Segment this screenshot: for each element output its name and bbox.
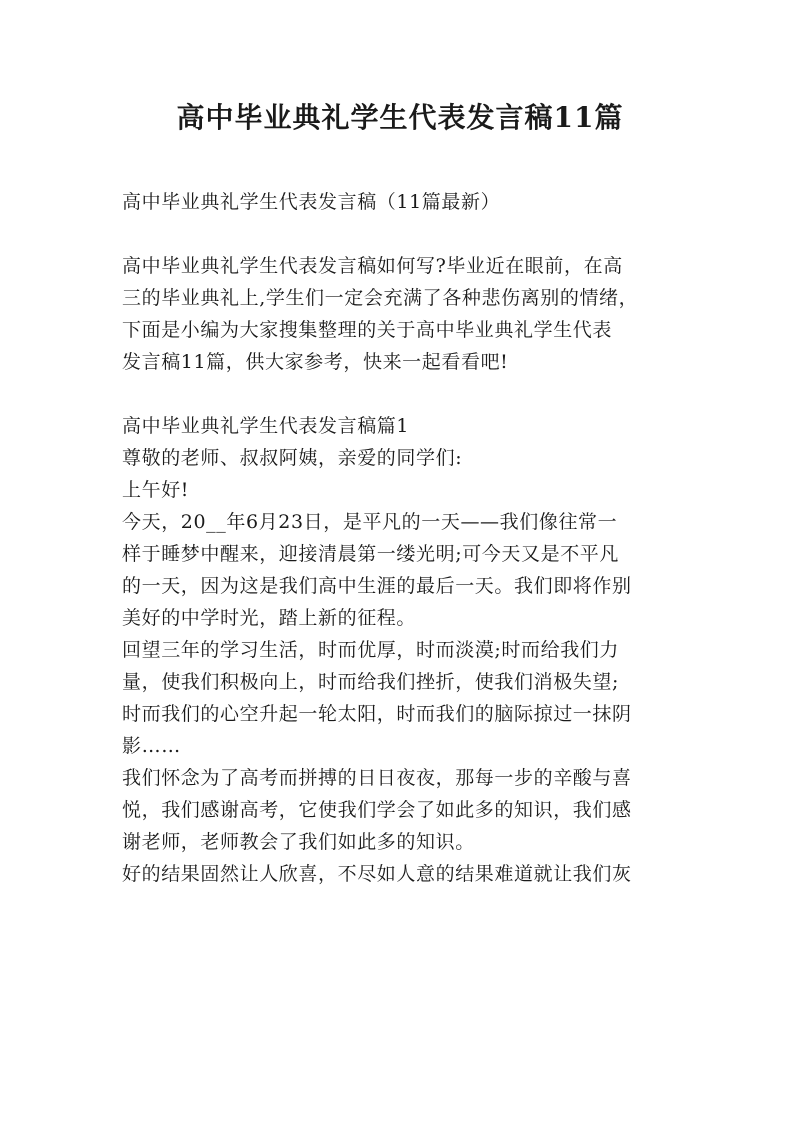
speech-line: 我们怀念为了高考而拼搏的日日夜夜，那每一步的辛酸与喜 (122, 767, 632, 789)
subtitle: 高中毕业典礼学生代表发言稿（11篇最新） (122, 191, 501, 213)
intro-line: 高中毕业典礼学生代表发言稿如何写?毕业近在眼前，在高 (122, 255, 623, 277)
speech-line: 谢老师，老师教会了我们如此多的知识。 (122, 831, 475, 853)
intro-line: 三的毕业典礼上,学生们一定会充满了各种悲伤离别的情绪， (122, 287, 639, 309)
intro-line: 下面是小编为大家搜集整理的关于高中毕业典礼学生代表 (122, 319, 613, 341)
speech-line: 上午好! (122, 479, 190, 501)
speech-line: 悦，我们感谢高考，它使我们学会了如此多的知识，我们感 (122, 799, 632, 821)
speech-line: 好的结果固然让人欣喜，不尽如人意的结果难道就让我们灰 (122, 863, 632, 885)
speech-line: 量，使我们积极向上，时而给我们挫折，使我们消极失望; (122, 671, 620, 693)
speech-line: 今天，20__年6月23日，是平凡的一天——我们像往常一 (122, 511, 618, 533)
speech-line: 样于睡梦中醒来，迎接清晨第一缕光明;可今天又是不平凡 (122, 543, 620, 565)
paragraph-gap (122, 218, 682, 250)
document-body (122, 186, 682, 890)
speech-line: 美好的中学时光，踏上新的征程。 (122, 607, 417, 629)
section-heading: 高中毕业典礼学生代表发言稿篇1 (122, 415, 410, 437)
intro-line: 发言稿11篇，供大家参考，快来一起看看吧! (122, 351, 509, 373)
paragraph-gap (122, 378, 682, 410)
page-title: 高中毕业典礼学生代表发言稿11篇 (176, 101, 624, 134)
speech-line: 回望三年的学习生活，时而优厚，时而淡漠;时而给我们力 (122, 639, 620, 661)
speech-line: 尊敬的老师、叔叔阿姨，亲爱的同学们: (122, 447, 463, 469)
speech-line: 影…… (122, 735, 181, 757)
speech-line: 的一天，因为这是我们高中生涯的最后一天。我们即将作别 (122, 575, 632, 597)
speech-line: 时而我们的心空升起一轮太阳，时而我们的脑际掠过一抹阴 (122, 703, 632, 725)
